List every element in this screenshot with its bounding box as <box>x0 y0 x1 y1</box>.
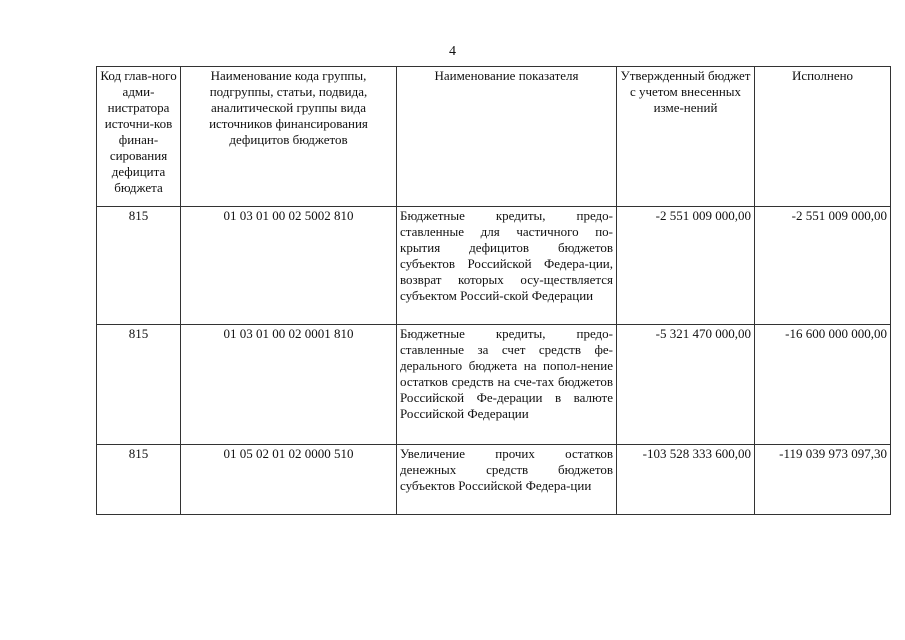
page-number: 4 <box>449 44 456 59</box>
header-source-code-name: Наименование кода группы, подгруппы, статьи, подвида, аналитической группы вида источников финансирования дефицитов бюджетов <box>181 67 397 207</box>
approved-amount-cell: -2 551 009 000,00 <box>617 207 755 325</box>
admin-code-cell: 815 <box>97 207 181 325</box>
source-code-cell: 01 03 01 00 02 5002 810 <box>181 207 397 325</box>
indicator-name-cell: Бюджетные кредиты, предо-ставленные за счет средств фе-дерального бюджета на попол-нение остатков средств на сче-тах бюджетов Российской Фе-дерации в валюте Российской Федерации <box>397 325 617 445</box>
executed-amount-cell: -119 039 973 097,30 <box>755 445 891 515</box>
header-indicator-name: Наименование показателя <box>397 67 617 207</box>
approved-amount-cell: -103 528 333 600,00 <box>617 445 755 515</box>
indicator-name-cell: Увеличение прочих остатков денежных средств бюджетов субъектов Российской Федера-ции <box>397 445 617 515</box>
header-executed: Исполнено <box>755 67 891 207</box>
executed-amount-cell: -16 600 000 000,00 <box>755 325 891 445</box>
approved-amount-cell: -5 321 470 000,00 <box>617 325 755 445</box>
header-admin-code: Код глав-ного адми-нистратора источни-ков финан-сирования дефицита бюджета <box>97 67 181 207</box>
admin-code-cell: 815 <box>97 325 181 445</box>
header-approved-budget: Утвержденный бюджет с учетом внесенных изме-нений <box>617 67 755 207</box>
executed-amount-cell: -2 551 009 000,00 <box>755 207 891 325</box>
admin-code-cell: 815 <box>97 445 181 515</box>
table-row <box>97 445 891 515</box>
budget-sources-table <box>96 66 891 515</box>
source-code-cell: 01 03 01 00 02 0001 810 <box>181 325 397 445</box>
table-header-row <box>97 67 891 207</box>
table-row <box>97 207 891 325</box>
indicator-name-cell: Бюджетные кредиты, предо-ставленные для частичного по-крытия дефицитов бюджетов субъектов Российской Федера-ции, возврат которых осу-ществляется субъектом Россий-ской Федерации <box>397 207 617 325</box>
table-row <box>97 325 891 445</box>
source-code-cell: 01 05 02 01 02 0000 510 <box>181 445 397 515</box>
